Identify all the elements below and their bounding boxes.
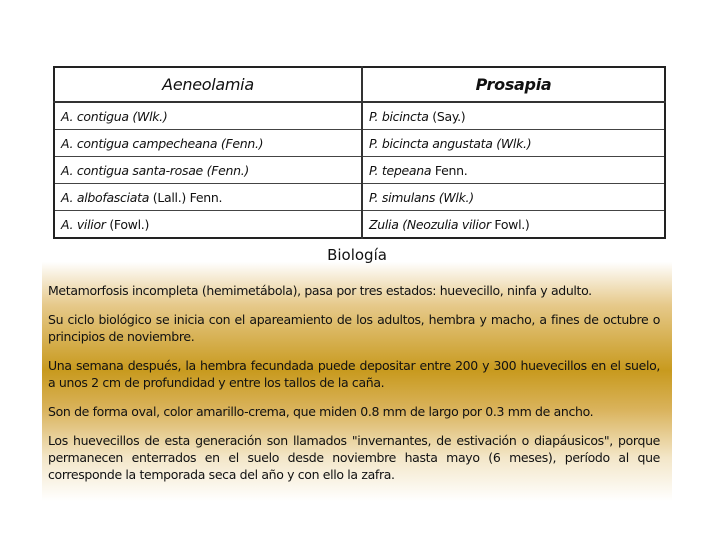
species-name-part: P. bicincta angustata (Wlk.) (369, 135, 532, 151)
prosapia-species-cell (362, 157, 665, 184)
biology-paragraph: Una semana después, la hembra fecundada puede depositar entre 200 y 300 huevecillos en el suelo, a unos 2 cm de profundidad y entre los tallos de la caña. (48, 358, 660, 390)
species-name-part: A. contigua campecheana (Fenn.) (61, 135, 264, 151)
prosapia-species-cell (362, 130, 665, 157)
table-row (54, 157, 665, 184)
species-name-part: P. tepeana (369, 162, 435, 178)
biology-paragraph: Su ciclo biológico se inicia con el apareamiento de los adultos, hembra y macho, a fines de octubre o principios de noviembre. (48, 312, 660, 344)
species-name-part: A. albofasciata (61, 189, 153, 205)
species-name-part: (Say.) (432, 108, 466, 124)
biology-paragraph: Los huevecillos de esta generación son llamados "invernantes, de estivación o diapáusicos", porque permanecen enterrados en el suelo desde noviembre hasta mayo (6 meses), período al que corresponde la temporada seca del año y con ello la zafra. (48, 433, 660, 482)
prosapia-species-cell (362, 211, 665, 239)
aeneolamia-species-cell (54, 102, 362, 130)
species-name-part: A. vilior (61, 216, 110, 232)
species-name-part: Fenn. (434, 162, 468, 178)
aeneolamia-species-cell (54, 211, 362, 239)
species-name-part: P. bicincta (369, 108, 433, 124)
species-name-part: A. contigua santa-rosae (Fenn.) (61, 162, 249, 178)
header-prosapia: Prosapia (362, 67, 665, 102)
species-name-part: A. contigua (Wlk.) (61, 108, 168, 124)
species-name-part: P. simulans (Wlk.) (369, 189, 474, 205)
table-row (54, 211, 665, 239)
prosapia-species-cell (362, 102, 665, 130)
species-table (53, 66, 666, 239)
aeneolamia-species-cell (54, 130, 362, 157)
table-header-row (54, 67, 665, 102)
species-name-part: Fowl.) (494, 216, 530, 232)
biology-title: Biología (327, 246, 387, 264)
species-name-part: Zulia (Neozulia vilior (369, 216, 495, 232)
table-row (54, 184, 665, 211)
table-row (54, 102, 665, 130)
biology-section (42, 240, 672, 512)
prosapia-species-cell (362, 184, 665, 211)
species-name-part: (Fowl.) (109, 216, 150, 232)
aeneolamia-species-cell (54, 184, 362, 211)
table-row (54, 130, 665, 157)
header-aeneolamia: Aeneolamia (54, 67, 362, 102)
species-name-part: (Lall.) Fenn. (152, 189, 223, 205)
biology-paragraph: Son de forma oval, color amarillo-crema, que miden 0.8 mm de largo por 0.3 mm de ancho. (48, 404, 594, 419)
aeneolamia-species-cell (54, 157, 362, 184)
biology-paragraph: Metamorfosis incompleta (hemimetábola), pasa por tres estados: huevecillo, ninfa y adulto. (48, 283, 592, 298)
